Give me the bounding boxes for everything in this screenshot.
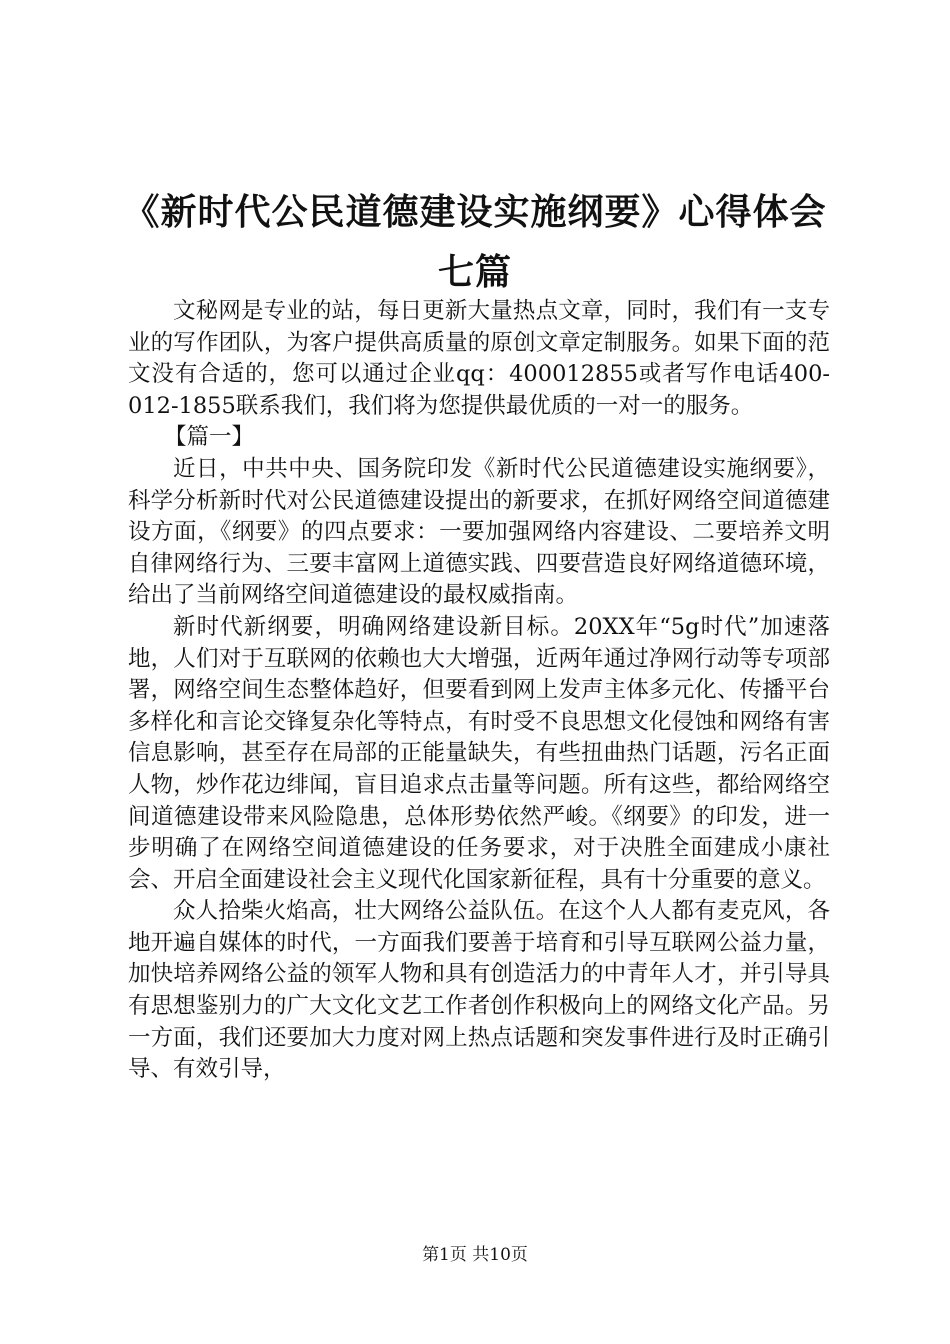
intro-paragraph: 文秘网是专业的站，每日更新大量热点文章，同时，我们有一支专业的写作团队，为客户提供高质量的原创文章定制服务。如果下面的范文没有合适的，您可以通过企业qq：400012855或者写作电话400-012-1855联系我们，我们将为您提供最优质的一对一的服务。 bbox=[128, 298, 830, 419]
section-heading: 【篇一】 bbox=[164, 424, 255, 451]
document-body bbox=[128, 296, 830, 1086]
document-title: 《新时代公民道德建设实施纲要》心得体会七篇 bbox=[123, 191, 827, 293]
body-paragraph: 新时代新纲要，明确网络建设新目标。20XX年“5g时代”加速落地，人们对于互联网的依赖也大大增强，近两年通过净网行动等专项部署，网络空间生态整体趋好，但要看到网上发声主体多元化、传播平台多样化和言论交锋复杂化等特点，有时受不良思想文化侵蚀和网络有害信息影响，甚至存在局部的正能量缺失，有些扭曲热门话题，污名正面人物，炒作花边绯闻，盲目追求点击量等问题。所有这些，都给网络空间道德建设带来风险隐患，总体形势依然严峻。《纲要》的印发，进一步明确了在网络空间道德建设的任务要求，对于决胜全面建成小康社会、开启全面建设社会主义现代化国家新征程，具有十分重要的意义。 bbox=[128, 613, 830, 893]
page-footer: 第1页 共10页 bbox=[422, 1245, 528, 1265]
body-paragraph: 近日，中共中央、国务院印发《新时代公民道德建设实施纲要》，科学分析新时代对公民道德建设提出的新要求，在抓好网络空间道德建设方面，《纲要》的四点要求：一要加强网络内容建设、二要培养文明自律网络行为、三要丰富网上道德实践、四要营造良好网络道德环境，给出了当前网络空间道德建设的最权威指南。 bbox=[128, 455, 830, 609]
body-paragraph: 众人拾柴火焰高，壮大网络公益队伍。在这个人人都有麦克风，各地开遍自媒体的时代，一方面我们要善于培育和引导互联网公益力量，加快培养网络公益的领军人物和具有创造活力的中青年人才，并引导具有思想鉴别力的广大文化文艺工作者创作积极向上的网络文化产品。另一方面，我们还要加大力度对网上热点话题和突发事件进行及时正确引导、有效引导， bbox=[128, 898, 830, 1083]
